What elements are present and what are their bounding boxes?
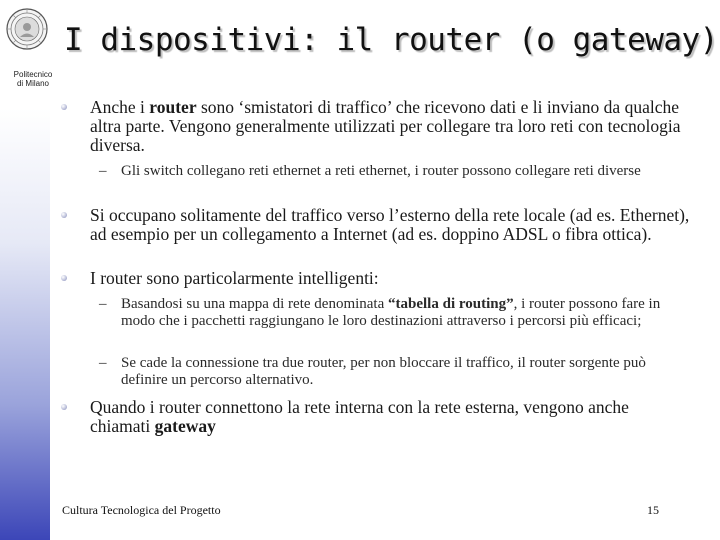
item-text: I router sono particolarmente intelligenti: — [90, 268, 379, 288]
footer-page-number: 15 — [647, 503, 659, 517]
sub-bullet-alternate-path — [99, 355, 689, 388]
university-seal-icon — [6, 8, 48, 50]
item-text-post: , i router possono fare in modo che i pacchetti raggiungano le loro destinazioni attraverso i percorsi più efficaci; — [121, 296, 661, 329]
dash-bullet-icon: – — [99, 296, 107, 312]
bullet-item-gateway — [90, 398, 690, 436]
logo-text-line1: Politecnico — [13, 70, 53, 79]
sub-bullet-routing-table — [99, 296, 689, 329]
item-text: Si occupano solitamente del traffico verso l’esterno della rete locale (ad es. Ethernet), ad esempio per un collegamento a Internet (ad es. doppino ADSL o fibra ottica). — [90, 205, 690, 244]
dash-bullet-icon: – — [99, 163, 107, 179]
slide-title: I dispositivi: il router (o gateway) — [64, 22, 718, 58]
item-text-pre: Anche i — [90, 97, 150, 117]
item-text: Se cade la connessione tra due router, per non bloccare il traffico, il router sorgente può definire un percorso alternativo. — [121, 355, 646, 388]
bullet-item-router-definition — [90, 98, 690, 155]
dash-bullet-icon: – — [99, 355, 107, 371]
bullet-icon — [61, 404, 67, 410]
university-logo — [4, 8, 53, 88]
logo-text-line2: di Milano — [16, 79, 49, 88]
item-text: Gli switch collegano reti ethernet a reti ethernet, i router possono collegare reti diverse — [121, 163, 641, 179]
item-text-bold: gateway — [154, 416, 216, 436]
item-text-bold: “tabella di routing” — [388, 296, 514, 312]
sub-bullet-switch-vs-router — [99, 163, 689, 180]
bullet-item-external-traffic — [90, 206, 690, 244]
footer-course-title: Cultura Tecnologica del Progetto — [62, 503, 221, 517]
item-text-pre: Basandosi su una mappa di rete denominata — [121, 296, 389, 312]
item-text-pre: Quando i router connettono la rete interna con la rete esterna, vengono anche chiamati — [90, 397, 629, 436]
bullet-icon — [61, 275, 67, 281]
bullet-icon — [61, 104, 67, 110]
bullet-item-intelligent — [90, 269, 690, 288]
item-text-bold: router — [149, 97, 197, 117]
bullet-icon — [61, 212, 67, 218]
item-text-post: sono ‘smistatori di traffico’ che ricevono dati e li inviano da qualche altra parte. Vengono generalmente utilizzati per collegare tra loro reti con tecnologia diversa. — [90, 97, 681, 155]
